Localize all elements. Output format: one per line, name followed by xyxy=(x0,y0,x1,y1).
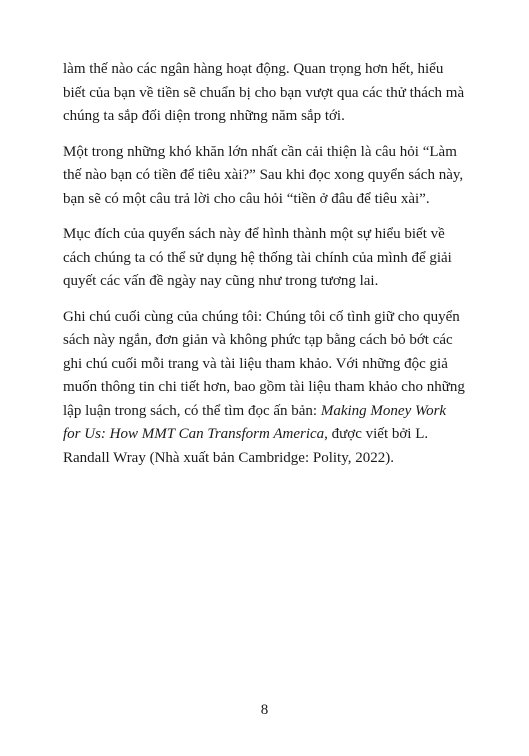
paragraph-banks: làm thế nào các ngân hàng hoạt động. Quan trọng hơn hết, hiểu biết của bạn về tiền sẽ chuẩn bị cho bạn vượt qua các thử thách mà chúng ta sắp đối diện trong những năm sắp tới. xyxy=(63,61,465,124)
final-note-text-end: , được viết bởi L. Randall Wray (Nhà xuất bản Cambridge: Polity, 2022). xyxy=(63,426,429,466)
paragraph-final-note xyxy=(63,306,465,471)
final-note-text: Ghi chú cuối cùng của chúng tôi: Chúng tôi cố tình giữ cho quyển sách này ngắn, đơn giản và không phức tạp bằng cách bỏ bớt các ghi chú cuối mỗi trang và tài liệu tham khảo. Với những độc giả muốn thông tin chi tiết hơn, bao gồm tài liệu tham khảo cho những lập luận trong sách, có thể tìm đọc ấn bản: xyxy=(63,308,465,419)
book-title: Making Money Work for Us: How MMT Can Transform America xyxy=(63,402,447,442)
paragraph-question: Một trong những khó khăn lớn nhất cần cải thiện là câu hỏi “Làm thế nào bạn có tiền để tiêu xài?” Sau khi đọc xong quyển sách này, bạn sẽ có một câu trả lời cho câu hỏi “tiền ở đâu để tiêu xài”. xyxy=(63,143,464,207)
page-number: 8 xyxy=(260,702,269,718)
page-body xyxy=(63,58,465,482)
paragraph-purpose: Mục đích của quyển sách này để hình thành một sự hiểu biết về cách chúng ta có thể sử dụng hệ thống tài chính của mình để giải quyết các vấn đề ngày nay cũng như trong tương lai. xyxy=(63,226,452,289)
